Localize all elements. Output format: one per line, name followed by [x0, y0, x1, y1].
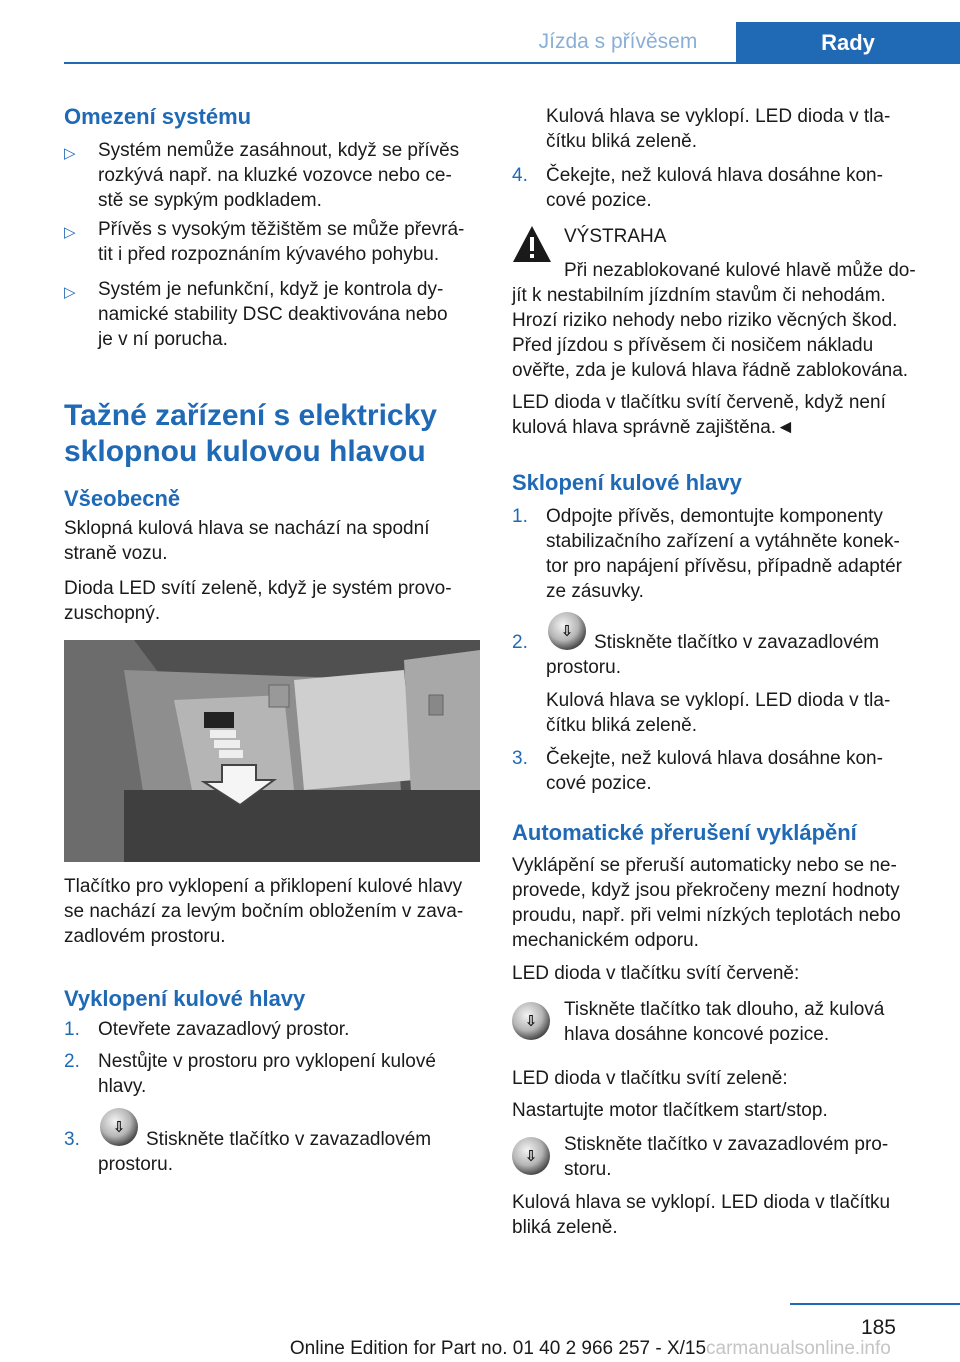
triangle-bullet-icon: ▷	[64, 145, 76, 162]
warning-title: VÝSTRAHA	[564, 226, 667, 247]
paragraph: LED dioda v tlačítku svítí červeně, když není kulová hlava správně zajištěna.◄	[512, 392, 886, 438]
paragraph: Kulová hlava se vyklopí. LED dioda v tlačítku bliká zeleně.	[512, 1192, 891, 1238]
list-item: Přívěs s vysokým těžištěm se může převrá- tit i před rozpoznáním kývavého pohybu.	[98, 219, 465, 265]
header-rule	[64, 62, 960, 64]
step-number: 1.	[512, 506, 528, 527]
step-text: prostoru.	[98, 1154, 173, 1175]
warning-text-first: Při nezablokované kulové hlavě může do-	[564, 260, 916, 281]
paragraph: Tiskněte tlačítko tak dlouho, až kulová hlava dosáhne koncové pozice.	[564, 999, 885, 1045]
heading-general: Všeobecně	[64, 486, 181, 511]
step-text: Stiskněte tlačítko v zavazadlovém	[146, 1129, 432, 1150]
paragraph: Stiskněte tlačítko v zavazadlovém pro- storu.	[564, 1134, 889, 1180]
paragraph: LED dioda v tlačítku svítí zeleně:	[512, 1068, 788, 1089]
paragraph: Sklopná kulová hlava se nachází na spodní straně vozu.	[64, 518, 430, 564]
paragraph: Dioda LED svítí zeleně, když je systém provo- zuschopný.	[64, 578, 452, 624]
list-item: Systém je nefunkční, když je kontrola dy- namické stability DSC deaktivována nebo je v ní porucha.	[98, 279, 448, 350]
heading-system-limits: Omezení systému	[64, 104, 252, 129]
step-text: Otevřete zavazadlový prostor.	[98, 1019, 350, 1040]
step-text: Čekejte, než kulová hlava dosáhne kon- cové pozice.	[546, 165, 883, 211]
step-number: 2.	[512, 632, 528, 653]
photo-caption: Tlačítko pro vyklopení a přiklopení kulové hlavy se nachází za levým bočním obložením v zava- zadlovém prostoru.	[64, 876, 464, 947]
paragraph: LED dioda v tlačítku svítí červeně:	[512, 963, 800, 984]
trunk-button-photo	[64, 640, 480, 862]
step-number: 2.	[64, 1051, 80, 1072]
header-active-tab[interactable]: Rady	[736, 22, 960, 64]
heading-fold-out: Vyklopení kulové hlavy	[64, 986, 306, 1011]
paragraph: Vyklápění se přeruší automaticky nebo se ne- provede, když jsou překročeny mezní hodnoty proudu, např. při velmi nízkých teplotách nebo mechanickém odporu.	[512, 855, 901, 951]
step-number: 1.	[64, 1019, 80, 1040]
page-number: 185	[860, 1316, 896, 1339]
edition-text: Online Edition for Part no. 01 40 2 966 257 - X/15	[289, 1338, 707, 1359]
warning-triangle-icon	[512, 224, 552, 264]
step-number: 3.	[512, 748, 528, 769]
trailer-hitch-button-icon: ⇩	[512, 1137, 550, 1175]
trailer-hitch-button-icon: ⇩	[512, 1002, 550, 1040]
section-title: Tažné zařízení s elektricky sklopnou kulovou hlavou	[64, 399, 437, 468]
watermark: carmanualsonline.info	[706, 1338, 891, 1359]
header-section-tab[interactable]: Jízda s přívěsem	[538, 30, 698, 53]
step-text: Stiskněte tlačítko v zavazadlovém	[594, 632, 880, 653]
step-text: prostoru.	[546, 657, 621, 678]
triangle-bullet-icon: ▷	[64, 284, 76, 301]
step-text: Čekejte, než kulová hlava dosáhne kon- cové pozice.	[546, 748, 883, 794]
step-text: Nestůjte v prostoru pro vyklopení kulové hlavy.	[98, 1051, 436, 1097]
warning-text: jít k nestabilním jízdním stavům či nehodám. Hrozí riziko nehody nebo riziko věcných škod. Před jízdou s přívěsem či nosičem nákladu ověřte, zda je kulová hlava řádně zablokována.	[512, 285, 909, 381]
paragraph: Nastartujte motor tlačítkem start/stop.	[512, 1100, 828, 1121]
heading-auto-interrupt: Automatické přerušení vyklápění	[512, 820, 857, 845]
step-number: 4.	[512, 165, 528, 186]
triangle-bullet-icon: ▷	[64, 224, 76, 241]
list-item: Systém nemůže zasáhnout, když se přívěs rozkývá např. na kluzké vozovce nebo ce- stě se sypkým podkladem.	[98, 140, 460, 211]
step-continuation: Kulová hlava se vyklopí. LED dioda v tla- čítku bliká zeleně.	[546, 106, 891, 152]
trunk-illustration	[64, 640, 480, 862]
heading-fold-in: Sklopení kulové hlavy	[512, 470, 742, 495]
step-text: Odpojte přívěs, demontujte komponenty stabilizačního zařízení a vytáhněte konek- tor pro napájení přívěsu, případně adaptér ze zásuvky.	[546, 506, 902, 602]
footer-rule	[790, 1303, 960, 1305]
step-number: 3.	[64, 1129, 80, 1150]
trailer-hitch-button-icon: ⇩	[548, 612, 586, 650]
step-subtext: Kulová hlava se vyklopí. LED dioda v tla- čítku bliká zeleně.	[546, 690, 891, 736]
trailer-hitch-button-icon: ⇩	[100, 1108, 138, 1146]
